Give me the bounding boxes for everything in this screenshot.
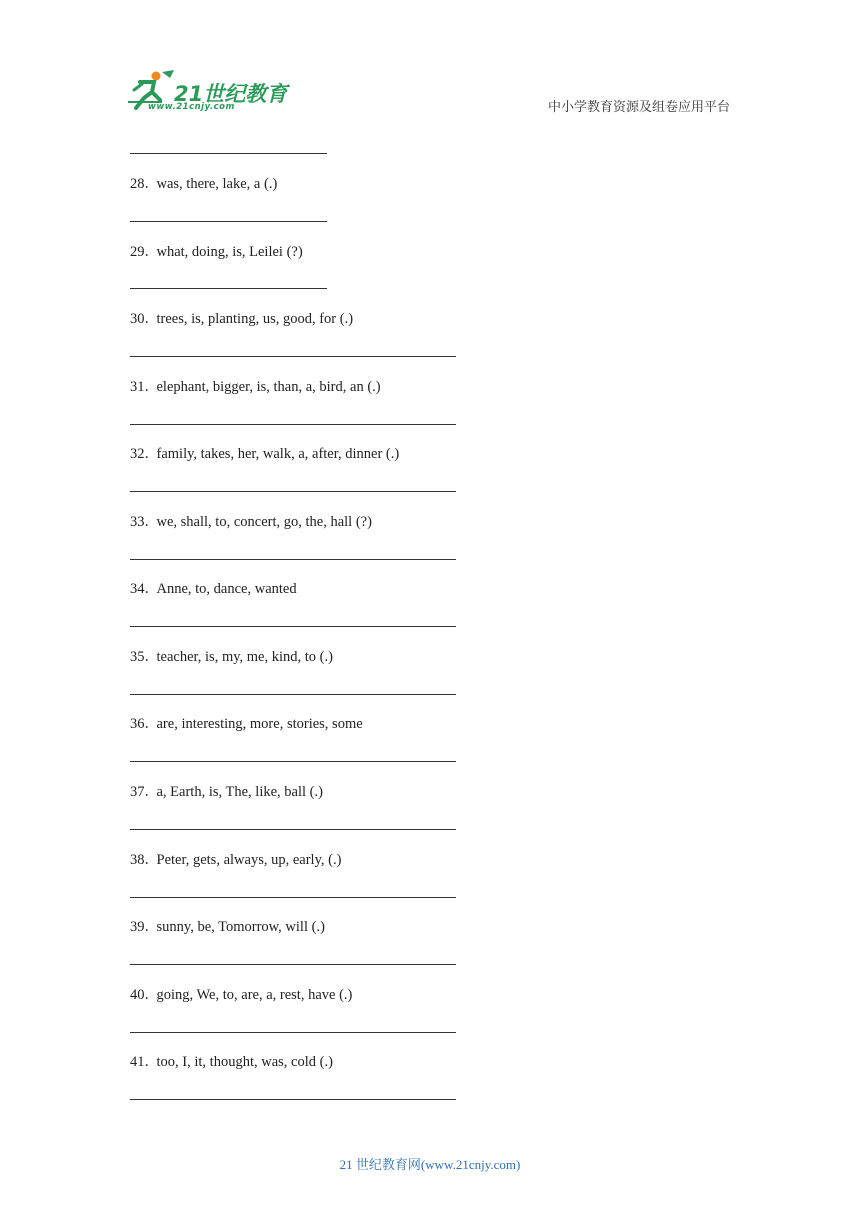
- question-30: 30．trees, is, planting, us, good, for (.): [130, 311, 354, 327]
- answer-line-32: [130, 491, 456, 492]
- answer-line-34: [130, 626, 456, 627]
- answer-line-40: [130, 1032, 456, 1033]
- question-40: 40．going, We, to, are, a, rest, have (.): [130, 987, 353, 1003]
- question-number: 32: [130, 446, 145, 462]
- question-28: 28．was, there, lake, a (.): [130, 176, 278, 192]
- answer-line-27: [130, 153, 327, 154]
- question-text: we, shall, to, concert, go, the, hall (?): [156, 514, 372, 530]
- logo-url-text: www.21cnjy.com: [148, 102, 235, 112]
- question-31: 31．elephant, bigger, is, than, a, bird, an (.): [130, 379, 381, 395]
- question-text: sunny, be, Tomorrow, will (.): [156, 919, 325, 935]
- footer-link[interactable]: 21 世纪教育网(www.21cnjy.com): [339, 1157, 521, 1172]
- answer-line-35: [130, 694, 456, 695]
- question-text: was, there, lake, a (.): [156, 176, 278, 192]
- answer-line-36: [130, 761, 456, 762]
- question-41: 41．too, I, it, thought, was, cold (.): [130, 1054, 333, 1070]
- answer-line-29: [130, 288, 327, 289]
- question-text: are, interesting, more, stories, some: [156, 716, 363, 732]
- answer-line-41: [130, 1099, 456, 1100]
- question-text: Anne, to, dance, wanted: [156, 581, 297, 597]
- question-text: trees, is, planting, us, good, for (.): [156, 311, 354, 327]
- question-number: 34: [130, 581, 145, 597]
- question-number: 41: [130, 1054, 145, 1070]
- question-29: 29．what, doing, is, Leilei (?): [130, 244, 303, 260]
- answer-line-37: [130, 829, 456, 830]
- question-number: 37: [130, 784, 145, 800]
- question-number: 28: [130, 176, 145, 192]
- answer-line-33: [130, 559, 456, 560]
- question-36: 36．are, interesting, more, stories, some: [130, 716, 363, 732]
- question-33: 33．we, shall, to, concert, go, the, hall (?): [130, 514, 372, 530]
- question-35: 35．teacher, is, my, me, kind, to (.): [130, 649, 333, 665]
- question-text: a, Earth, is, The, like, ball (.): [156, 784, 323, 800]
- question-text: elephant, bigger, is, than, a, bird, an (.): [156, 379, 381, 395]
- question-number: 36: [130, 716, 145, 732]
- question-text: family, takes, her, walk, a, after, dinner (.): [156, 446, 400, 462]
- question-number: 30: [130, 311, 145, 327]
- question-text: teacher, is, my, me, kind, to (.): [156, 649, 333, 665]
- question-text: Peter, gets, always, up, early, (.): [156, 852, 342, 868]
- question-38: 38．Peter, gets, always, up, early, (.): [130, 852, 342, 868]
- answer-line-38: [130, 897, 456, 898]
- answer-line-28: [130, 221, 327, 222]
- question-number: 35: [130, 649, 145, 665]
- page-header: [0, 0, 860, 130]
- question-number: 33: [130, 514, 145, 530]
- answer-line-30: [130, 356, 456, 357]
- answer-line-39: [130, 964, 456, 965]
- question-number: 29: [130, 244, 145, 260]
- question-39: 39．sunny, be, Tomorrow, will (.): [130, 919, 325, 935]
- platform-title: 中小学教育资源及组卷应用平台: [548, 100, 731, 115]
- question-32: 32．family, takes, her, walk, a, after, dinner (.): [130, 446, 400, 462]
- logo-text: 21世纪教育: [174, 82, 288, 106]
- question-text: too, I, it, thought, was, cold (.): [156, 1054, 333, 1070]
- answer-line-31: [130, 424, 456, 425]
- question-text: what, doing, is, Leilei (?): [156, 244, 303, 260]
- question-text: going, We, to, are, a, rest, have (.): [156, 987, 353, 1003]
- question-number: 39: [130, 919, 145, 935]
- logo: [122, 68, 292, 116]
- question-number: 38: [130, 852, 145, 868]
- question-number: 40: [130, 987, 145, 1003]
- question-34: 34．Anne, to, dance, wanted: [130, 581, 297, 597]
- question-37: 37．a, Earth, is, The, like, ball (.): [130, 784, 323, 800]
- question-number: 31: [130, 379, 145, 395]
